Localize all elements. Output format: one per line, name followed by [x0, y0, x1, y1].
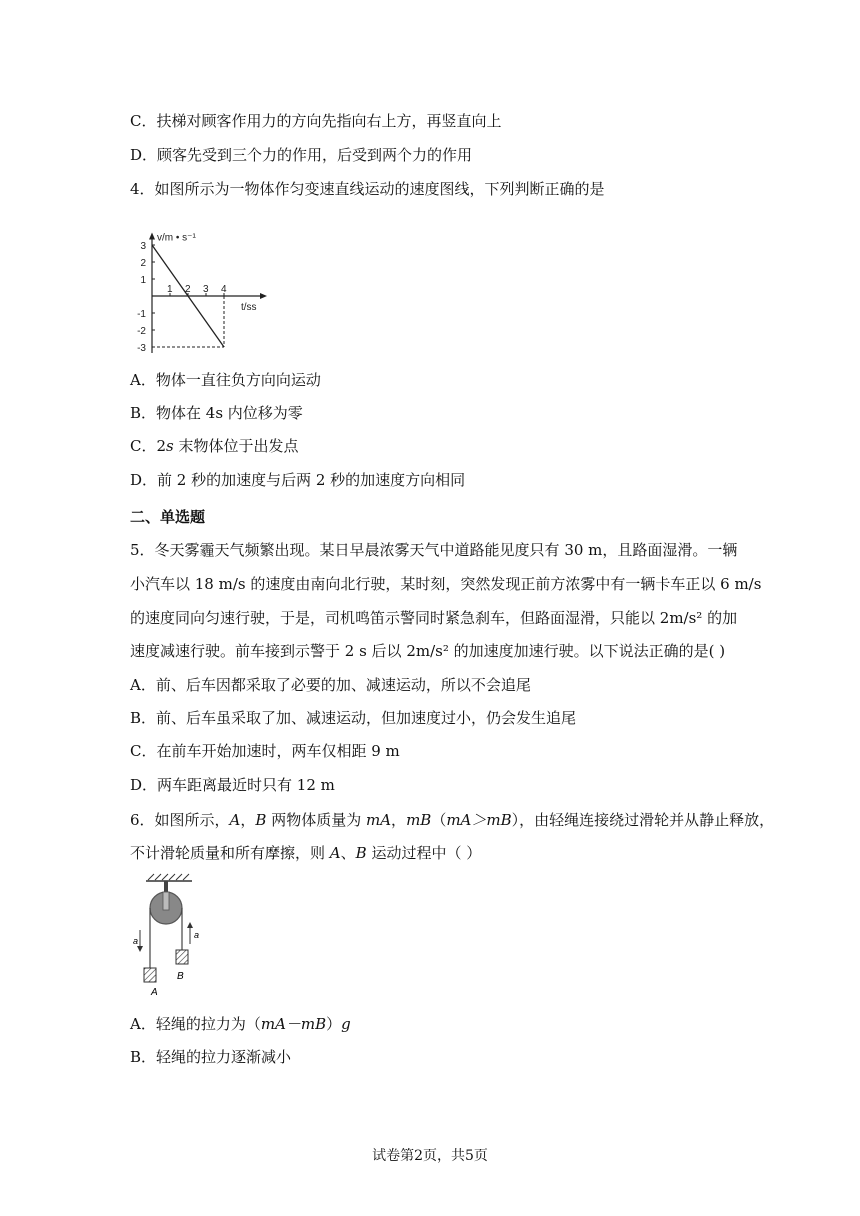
label-a-right: a — [194, 930, 200, 940]
velocity-time-chart — [128, 208, 288, 356]
q6-stem-line1: 6．如图所示，A，B 两物体质量为 mA，mB（mA＞mB），由轻绳连接绕过滑轮并从静止释放， — [130, 811, 775, 829]
x-tick-label-1: 1 — [167, 284, 173, 295]
label-block-a: A — [151, 987, 158, 998]
label-block-b: B — [177, 971, 184, 982]
q5-option-d: D．两车距离最近时只有 12 m — [130, 776, 335, 794]
q6-option-a: A．轻绳的拉力为（mA－mB）g — [130, 1015, 351, 1033]
pulley-wheel — [150, 881, 182, 924]
section-heading: 二、单选题 — [130, 508, 206, 526]
block-a — [144, 968, 156, 982]
q5-stem-line1: 5．冬天雾霾天气频繁出现。某日早晨浓雾天气中道路能见度只有 30 m，且路面湿滑。一辆 — [130, 541, 738, 559]
y-tick-label--3: -3 — [137, 343, 146, 354]
q4-option-b: B．物体在 4s 内位移为零 — [130, 404, 303, 422]
x-tick-label-2: 2 — [185, 284, 191, 295]
page-footer: 试卷第2页，共5页 — [372, 1148, 488, 1164]
y-tick-label-1: 1 — [140, 275, 146, 286]
pulley-diagram — [128, 872, 208, 1004]
y-tick-label--1: -1 — [137, 309, 146, 320]
q5-stem-line4: 速度减速行驶。前车接到示警于 2 s 后以 2m/s² 的加速度加速行驶。以下说法正确的是( ) — [130, 642, 726, 660]
q5-stem-line2: 小汽车以 18 m/s 的速度由南向北行驶，某时刻，突然发现正前方浓雾中有一辆卡车正以 6 m/s — [130, 575, 762, 593]
arrow-up-icon — [187, 922, 193, 944]
y-tick-label-3: 3 — [140, 241, 146, 252]
x-tick-label-3: 3 — [203, 284, 209, 295]
ceiling — [146, 874, 192, 881]
q3-option-c: C．扶梯对顾客作用力的方向先指向右上方，再竖直向上 — [130, 112, 502, 130]
q5-stem-line3: 的速度同向匀速行驶，于是，司机鸣笛示警同时紧急刹车，但路面湿滑，只能以 2m/s² 的加 — [130, 609, 738, 627]
q4-option-d: D．前 2 秒的加速度与后两 2 秒的加速度方向相同 — [130, 471, 466, 489]
q6-option-b: B．轻绳的拉力逐渐减小 — [130, 1048, 292, 1066]
label-a-left: a — [133, 936, 139, 946]
q4-stem: 4．如图所示为一物体作匀变速直线运动的速度图线，下列判断正确的是 — [130, 180, 605, 198]
y-tick-label-2: 2 — [140, 258, 146, 269]
x-axis-label: t/ss — [241, 302, 257, 313]
y-axis-label: v/m • s⁻¹ — [157, 232, 196, 244]
q5-option-c: C．在前车开始加速时，两车仅相距 9 m — [130, 742, 400, 760]
q6-stem-line2: 不计滑轮质量和所有摩擦，则 A、B 运动过程中（ ） — [130, 844, 482, 862]
q5-option-a: A．前、后车因都采取了必要的加、减速运动，所以不会追尾 — [130, 676, 531, 694]
x-tick-label-4: 4 — [221, 284, 227, 295]
q4-option-a: A．物体一直往负方向向运动 — [130, 371, 321, 389]
x-axis-arrow — [260, 293, 267, 299]
y-tick-label--2: -2 — [137, 326, 146, 337]
q4-option-c: C．2s 末物体位于出发点 — [130, 437, 299, 455]
q5-option-b: B．前、后车虽采取了加、减速运动，但加速度过小，仍会发生追尾 — [130, 709, 577, 727]
y-axis-arrow — [149, 233, 155, 240]
q3-option-d: D．顾客先受到三个力的作用，后受到两个力的作用 — [130, 146, 473, 164]
block-b — [176, 950, 188, 964]
